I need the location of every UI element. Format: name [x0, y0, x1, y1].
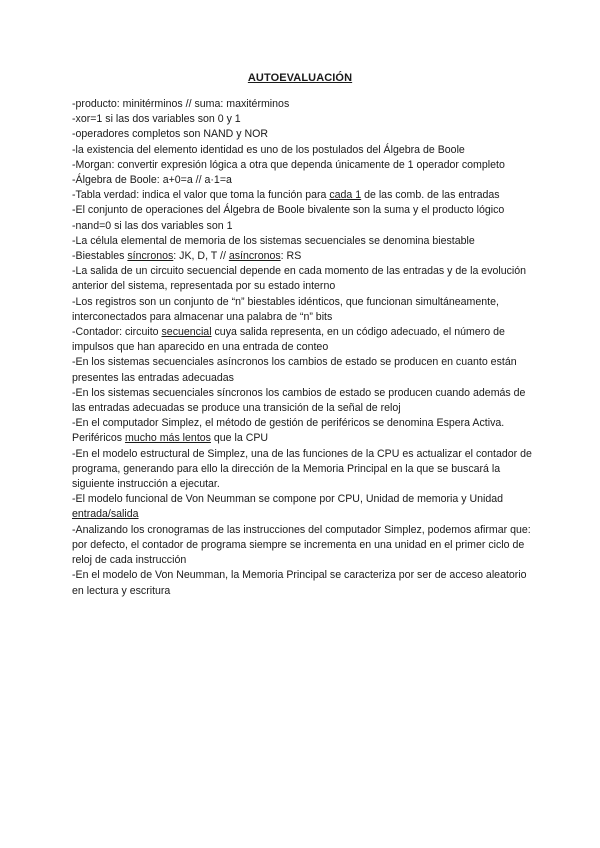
- list-item: [72, 492, 534, 522]
- item-text: -En el computador Simplez, el método de gestión de periféricos se denomina Espera Activa. Periféricos: [72, 417, 505, 445]
- item-text: : RS: [280, 250, 302, 263]
- item-text: -Contador: circuito: [72, 326, 162, 339]
- underlined-text: asíncronos: [228, 250, 281, 263]
- underlined-text: síncronos: [127, 250, 174, 263]
- list-item: -operadores completos son NAND y NOR: [72, 128, 269, 141]
- underlined-text: entrada/salida: [72, 508, 139, 521]
- list-item: -El conjunto de operaciones del Álgebra de Boole bivalente son la suma y el producto lógico: [72, 204, 505, 217]
- list-item: -Morgan: convertir expresión lógica a otra que dependa únicamente de 1 operador completo: [72, 158, 505, 171]
- item-text: cuya salida representa, en un código adecuado, el número de impulsos que han aparecido en una entrada de conteo: [72, 326, 505, 354]
- underlined-text: cada 1: [329, 189, 362, 202]
- list-item: -Los registros son un conjunto de “n” biestables idénticos, que funcionan simultáneamente, interconectados para almacenar una palabra de “n” bits: [72, 295, 499, 323]
- list-item: [72, 416, 534, 446]
- document-body: [72, 97, 534, 599]
- underlined-text: secuencial: [161, 326, 212, 339]
- list-item: -producto: minitérminos // suma: maxitérminos: [72, 98, 290, 110]
- item-text: -Biestables: [72, 250, 128, 263]
- list-item: -Analizando los cronogramas de las instrucciones del computador Simplez, podemos afirmar que: por defecto, el contador de programa siempre se incrementa en una unidad en el primer ciclo de reloj de cada instrucción: [72, 523, 531, 567]
- list-item: -En el modelo de Von Neumman, la Memoria Principal se caracteriza por ser de acceso aleatorio en lectura y escritura: [72, 569, 527, 597]
- item-text: de las comb. de las entradas: [361, 189, 500, 202]
- item-text: : JK, D, T //: [173, 250, 229, 263]
- item-text: -El modelo funcional de Von Neumman se compone por CPU, Unidad de memoria y Unidad: [72, 493, 504, 506]
- document-title: AUTOEVALUACIÓN: [247, 72, 353, 84]
- list-item: [72, 188, 534, 203]
- list-item: -En los sistemas secuenciales síncronos los cambios de estado se producen cuando además de las entradas adecuadas se produce una transición de la señal de reloj: [72, 386, 526, 415]
- list-item: -En los sistemas secuenciales asíncronos los cambios de estado se producen en cuanto están presentes las entradas adecuadas: [72, 356, 517, 384]
- list-item: -En el modelo estructural de Simplez, una de las funciones de la CPU es actualizar el contador de programa, generando para ello la dirección de la Memoria Principal en la que se buscará la siguiente instrucción a ejecutar.: [72, 447, 532, 491]
- underlined-text: mucho más lentos: [124, 432, 211, 445]
- list-item: -La salida de un circuito secuencial depende en cada momento de las entradas y de la evolución anterior del sistema, representada por su estado interno: [72, 265, 527, 293]
- list-item: [72, 325, 534, 355]
- item-text: que la CPU: [210, 432, 269, 445]
- list-item: -la existencia del elemento identidad es uno de los postulados del Álgebra de Boole: [72, 143, 465, 156]
- list-item: -La célula elemental de memoria de los sistemas secuenciales se denomina biestable: [72, 234, 475, 247]
- list-item: -Álgebra de Boole: a+0=a // a·1=a: [72, 174, 232, 187]
- item-text: -Tabla verdad: indica el valor que toma la función para: [72, 189, 330, 202]
- list-item: -xor=1 si las dos variables son 0 y 1: [72, 113, 241, 126]
- list-item: [72, 249, 534, 264]
- list-item: -nand=0 si las dos variables son 1: [72, 219, 233, 232]
